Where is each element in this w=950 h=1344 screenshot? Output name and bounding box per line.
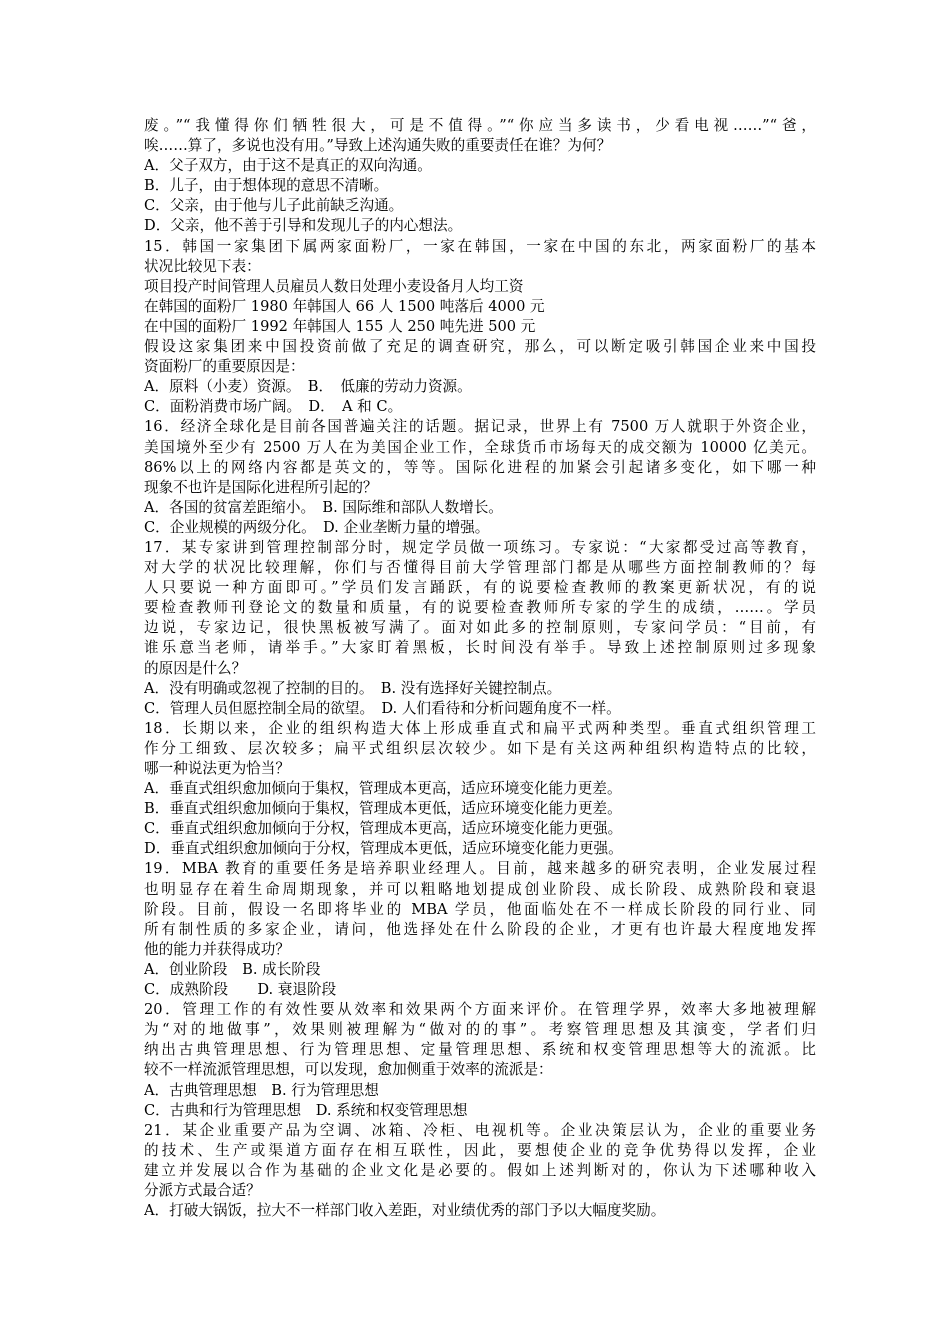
text-line: C．古典和行为管理思想 D. 系统和权变管理思想 [144,1101,468,1119]
text-line: A．各国的贫富差距缩小。 B. 国际维和部队人数增长。 [144,498,503,516]
text-line: C．管理人员但愿控制全局的欲望。 D. 人们看待和分析问题角度不一样。 [144,699,621,717]
text-line: 边说，专家边记，很快黑板被写满了。面对如此多的控制原则，专家问学员：“目前，有 [144,619,816,637]
text-line: 在韩国的面粉厂 1980 年韩国人 66 人 1500 吨落后 4000 元 [144,297,545,315]
text-line: 16．经济全球化是目前各国普遍关注的话题。据记录，世界上有 7500 万人就职于外资企业， [144,418,816,436]
text-line: A．古典管理思想 B. 行为管理思想 [144,1081,379,1099]
text-line: 资面粉厂的重要原因是： [144,358,305,376]
text-line: 86%以上的网络内容都是英文的，等等。国际化进程的加紧会引起诸多变化，如下哪一种 [144,458,816,476]
text-line: 分派方式最合适？ [144,1181,261,1199]
text-line: 对大学的状况比较理解，你们与否懂得目前大学管理部门都是从哪些方面控制教师的？每 [144,559,816,577]
text-line: 17．某专家讲到管理控制部分时，规定学员做一项练习。专家说：“大家都受过高等教育， [144,538,816,556]
text-line: A．没有明确或忽视了控制的目的。 B. 没有选择好关键控制点。 [144,679,562,697]
text-line: 所有制性质的多家企业，请问，他选择处在什么阶段的企业，才更有也许最大程度地发挥 [144,920,816,938]
text-line: 谁乐意当老师，请举手。”大家盯着黑板，长时间没有举手。导致上述控制原则过多现象 [144,639,816,657]
text-line: A．父子双方，由于这不是真正的双向沟通。 [144,157,432,175]
text-line: 作分工细致、层次较多；扁平式组织层次较少。如下是有关这两种组织构造特点的比较， [144,739,816,757]
text-line: 现象不也许是国际化进程所引起的？ [144,478,378,496]
text-line: D．垂直式组织愈加倾向于分权，管理成本更低，适应环境变化能力更强。 [144,840,623,858]
text-line: C．面粉消费市场广阔。 D． A 和 C。 [144,398,403,416]
text-line: 哪一种说法更为恰当？ [144,760,290,777]
text-line: 要检查教师刊登论文的数量和质量，有的说要检查教师所专家的学生的成绩，……。学员 [144,599,816,617]
text-line: 19．MBA 教育的重要任务是培养职业经理人。目前，越来越多的研究表明，企业发展过程 [144,860,816,878]
text-line: 21．某企业重要产品为空调、冰箱、冷柜、电视机等。企业决策层认为，企业的重要业务 [144,1121,816,1139]
text-line: B．儿子，由于想体现的意思不清晰。 [144,177,389,195]
text-line: A．创业阶段 B. 成长阶段 [144,960,321,978]
text-line: 唉……算了，多说也没有用。”导致上述沟通失败的重要责任在谁？为何？ [144,137,612,155]
text-line: C．企业规模的两级分化。 D. 企业垄断力量的增强。 [144,518,490,536]
text-line: 人只要说一种方面即可。”学员们发言踊跃，有的说要检查教师的教案更新状况，有的说 [144,579,816,597]
text-line: 美国境外至少有 2500 万人在为美国企业工作，全球货币市场每天的成交额为 10000 亿美元。 [144,438,816,456]
text-line: C．父亲，由于他与儿子此前缺乏沟通。 [144,197,404,215]
text-line: 的技术、生产或渠道方面存在相互联性，因此，要想使企业的竞争优势得以发挥，企业 [144,1141,816,1159]
text-line: 较不一样流派管理思想，可以发现，愈加侧重于效率的流派是： [144,1061,553,1079]
text-line: 建立并发展以合作为基础的企业文化是必要的。假如上述判断对的，你认为下述哪种收入 [144,1161,816,1179]
text-line: A．垂直式组织愈加倾向于集权，管理成本更高，适应环境变化能力更差。 [144,780,622,798]
text-line: 状况比较见下表： [144,257,261,275]
text-line: 纳出古典管理思想、行为管理思想、定量管理思想、系统和权变管理思想等大的流派。比 [144,1041,816,1059]
text-line: 他的能力并获得成功？ [144,940,290,958]
text-line: 假设这家集团来中国投资前做了充足的调查研究，那么，可以断定吸引韩国企业来中国投 [144,338,816,356]
text-line: 15．韩国一家集团下属两家面粉厂，一家在韩国，一家在中国的东北，两家面粉厂的基本 [144,237,816,255]
text-line: 的原因是什么？ [144,659,247,677]
document-page [144,116,816,1221]
text-line: 项目投产时间管理人员雇员人数日处理小麦设备月人均工资 [144,277,524,295]
text-line: C．成熟阶段 D. 衰退阶段 [144,981,337,999]
text-line: 20．管理工作的有效性要从效率和效果两个方面来评价。在管理学界，效率大多地被理解 [144,1001,816,1019]
text-line: B．垂直式组织愈加倾向于集权，管理成本更低，适应环境变化能力更差。 [144,800,622,818]
text-line: 为“对的地做事”，效果则被理解为“做对的的事”。考察管理思想及其演变，学者们归 [144,1021,816,1039]
text-line: D．父亲，他不善于引导和发现儿子的内心想法。 [144,217,463,235]
text-line: 阶段。目前，假设一名即将毕业的 MBA 学员，他面临处在不一样成长阶段的同行业、同 [144,900,816,918]
text-line: 也明显存在着生命周期现象，并可以粗略地划提成创业阶段、成长阶段、成熟阶段和衰退 [144,880,816,898]
text-line: A．打破大锅饭，拉大不一样部门收入差距，对业绩优秀的部门予以大幅度奖励。 [144,1202,666,1220]
text-line: C．垂直式组织愈加倾向于分权，管理成本更高，适应环境变化能力更强。 [144,820,623,838]
text-line: A．原料（小麦）资源。 B． 低廉的劳动力资源。 [144,378,472,396]
text-line: 在中国的面粉厂 1992 年韩国人 155 人 250 吨先进 500 元 [144,317,536,335]
text-line: 18．长期以来，企业的组织构造大体上形成垂直式和扁平式两种类型。垂直式组织管理工 [144,719,816,737]
text-line: 废。”“我懂得你们牺牲很大，可是不值得。”“你应当多读书，少看电视……”“爸， [144,117,816,134]
